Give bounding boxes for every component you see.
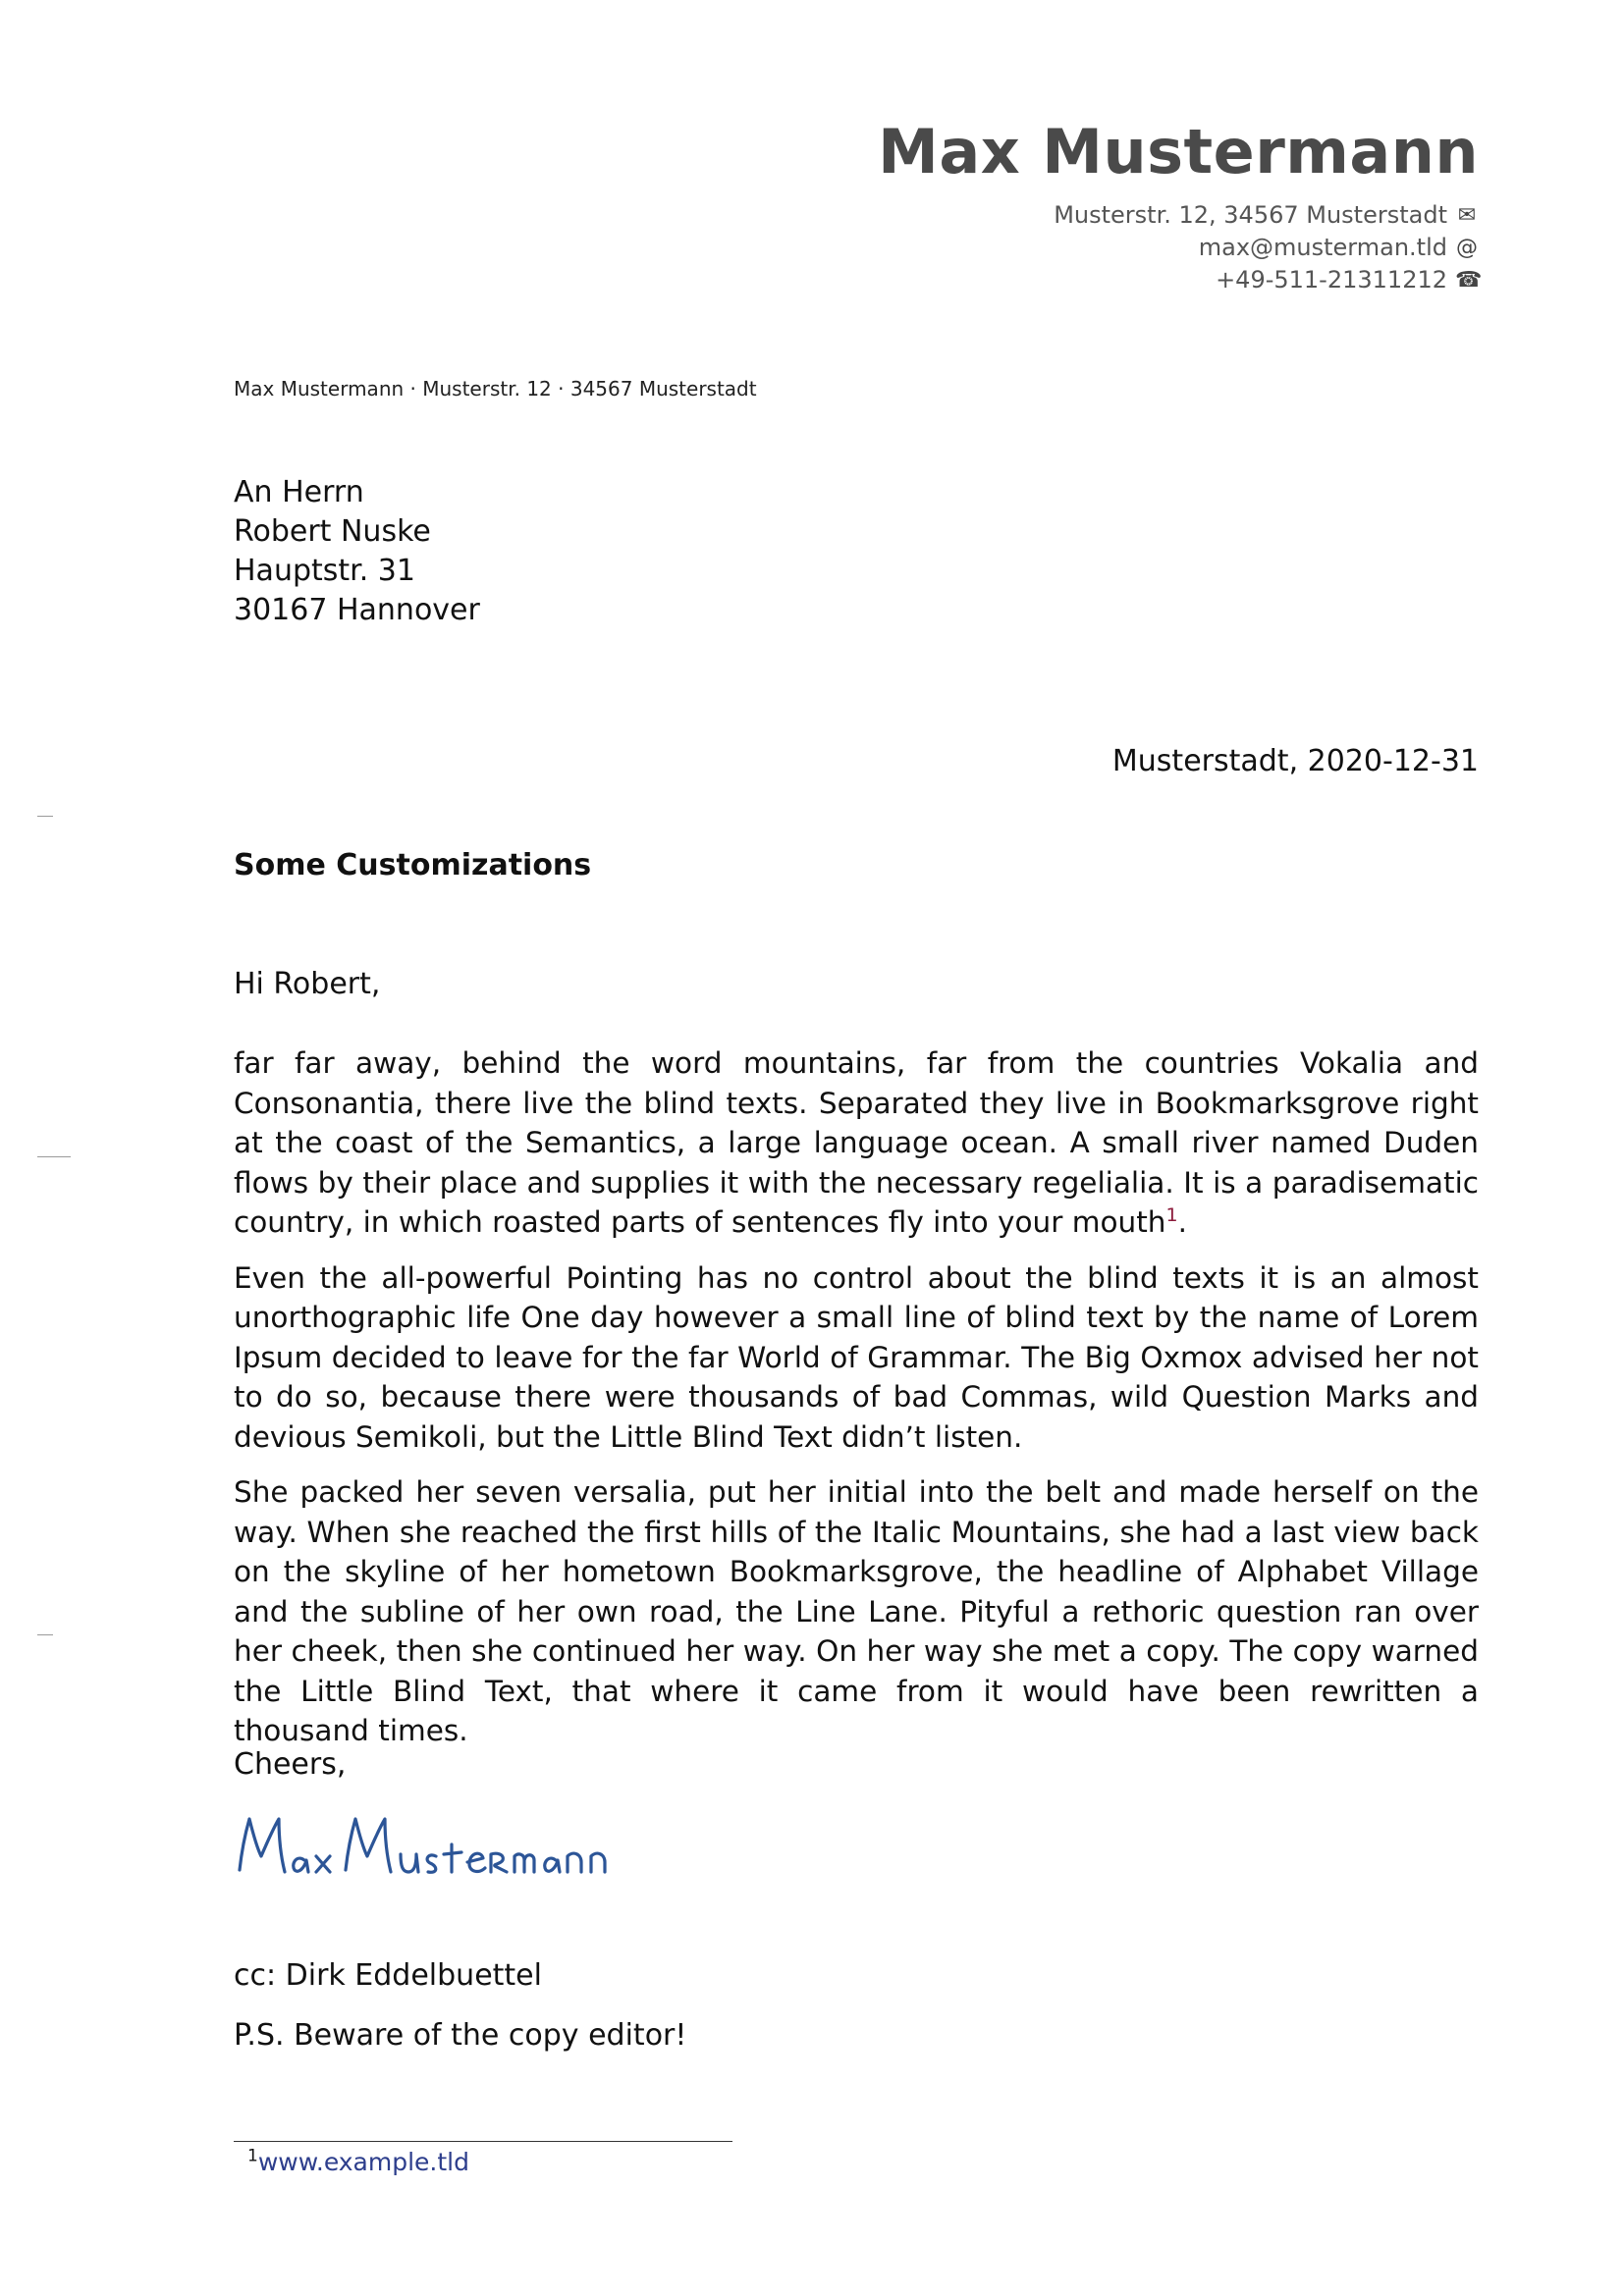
- phone-icon: ☎: [1455, 267, 1483, 293]
- sender-address: Musterstr. 12, 34567 Musterstadt: [1054, 201, 1447, 229]
- at-icon: @: [1456, 235, 1478, 260]
- envelope-icon: ✉: [1457, 202, 1477, 228]
- recipient-street: Hauptstr. 31: [234, 554, 415, 588]
- letter-body: [234, 1043, 1479, 1767]
- signature-image: [236, 1811, 648, 1899]
- footnote-number: 1: [247, 2146, 258, 2166]
- subject-line: Some Customizations: [234, 848, 592, 882]
- footnote: [247, 2148, 469, 2176]
- back-address: Max Mustermann · Musterstr. 12 · 34567 Musterstadt: [234, 377, 757, 400]
- postscript: P.S. Beware of the copy editor!: [234, 2018, 687, 2053]
- fold-mark-top: [37, 816, 53, 817]
- fold-mark-bottom: [37, 1634, 53, 1635]
- date-line: Musterstadt, 2020-12-31: [1111, 744, 1479, 778]
- body-paragraph-3: She packed her seven versalia, put her initial into the belt and made herself on the way. When she reached the first hills of the Italic Mountains, she had a last view back on the skyline of her hometown Bookmarksgrove, the headline of Alphabet Village and the subline of her own road, the Line Lane. Pityful a rethoric question ran over her cheek, then she continued her way. On her way she met a copy. The copy warned the Little Blind Text, that where it came from it would have been rewritten a thousand times.: [234, 1475, 1479, 1747]
- sender-name: Max Mustermann: [878, 116, 1479, 187]
- footnote-link[interactable]: www.example.tld: [257, 2148, 469, 2176]
- recipient-city: 30167 Hannover: [234, 593, 480, 627]
- recipient-name: Robert Nuske: [234, 514, 431, 549]
- footnote-rule: [234, 2141, 732, 2142]
- sender-address-line: [1054, 201, 1479, 229]
- footnote-marker[interactable]: 1: [1165, 1204, 1178, 1227]
- signature: [236, 1811, 648, 1903]
- body-paragraph-2: Even the all-powerful Pointing has no control about the blind texts it is an almost unorthographic life One day however a small line of blind text by the name of Lorem Ipsum decided to leave for the far World of Grammar. The Big Oxmox advised her not to do so, because there were thousands of bad Commas, wild Question Marks and devious Semikoli, but the Little Blind Text didn’t listen.: [234, 1260, 1479, 1454]
- sender-email-line: [1199, 234, 1479, 261]
- sender-phone-line: [1216, 266, 1483, 294]
- opening: Hi Robert,: [234, 967, 381, 1001]
- body-paragraph-1: far far away, behind the word mountains, far from the countries Vokalia and Consonantia, there live the blind texts. Separated they live in Bookmarksgrove right at the coast of the Semantics, a large language ocean. A small river named Duden flows by their place and supplies it with the necessary regelialia. It is a paradisematic country, in which roasted parts of sentences fly into your mouth$^1$.: [234, 1046, 1479, 1239]
- sender-email: max@musterman.tld: [1198, 234, 1447, 261]
- closing: Cheers,: [234, 1747, 347, 1782]
- sender-phone: +49-511-21311212: [1216, 266, 1447, 294]
- recipient-address: [234, 473, 480, 630]
- recipient-salutation: An Herrn: [234, 475, 364, 509]
- punch-mark: [37, 1156, 71, 1157]
- cc-line: cc: Dirk Eddelbuettel: [234, 1958, 542, 1993]
